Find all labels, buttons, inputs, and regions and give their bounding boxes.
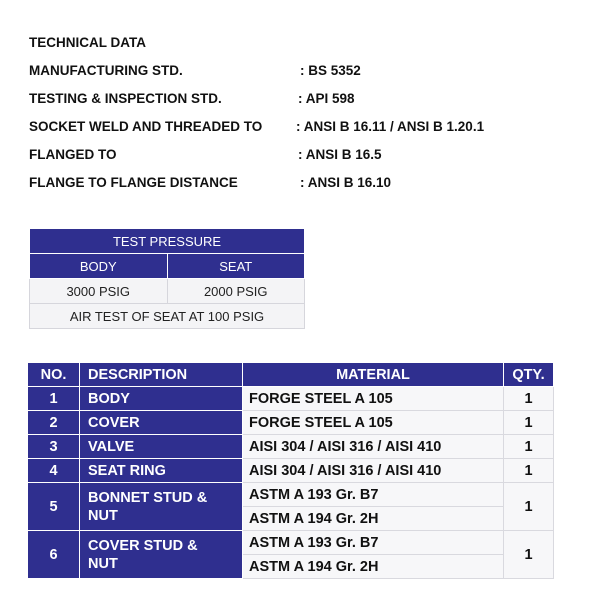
tech-value: : ANSI B 16.5 [298,147,382,162]
header-description: DESCRIPTION [80,363,243,387]
tech-value: : ANSI B 16.11 / ANSI B 1.20.1 [296,119,485,134]
row-qty: 1 [504,387,554,411]
row-material: FORGE STEEL A 105 [243,411,504,435]
tech-label: FLANGED TO [29,147,117,162]
seat-pressure-value: 2000 PSIG [167,279,305,304]
row-material: AISI 304 / AISI 316 / AISI 410 [243,435,504,459]
tech-label: SOCKET WELD AND THREADED TO [29,119,263,134]
table-row [28,531,554,555]
row-material: ASTM A 193 Gr. B7 [243,531,504,555]
tech-label: FLANGE TO FLANGE DISTANCE [29,175,238,190]
table-row [28,435,554,459]
row-material: ASTM A 194 Gr. 2H [243,555,504,579]
tech-row-testing [29,90,589,118]
row-qty: 1 [504,531,554,579]
row-description-line: COVER STUD & [88,537,198,554]
row-no: 1 [28,387,80,411]
test-pressure-title: TEST PRESSURE [30,229,305,254]
header-no: NO. [28,363,80,387]
tech-row-manufacturing [29,62,589,90]
tech-value: : BS 5352 [300,63,361,78]
row-qty: 1 [504,459,554,483]
air-test-note: AIR TEST OF SEAT AT 100 PSIG [30,304,305,329]
row-no: 3 [28,435,80,459]
row-description: SEAT RING [80,459,243,483]
row-description-line: NUT [88,555,118,572]
row-material: ASTM A 194 Gr. 2H [243,507,504,531]
row-no: 2 [28,411,80,435]
row-description: BODY [80,387,243,411]
row-qty: 1 [504,411,554,435]
tech-row-flanged [29,146,589,174]
row-no: 4 [28,459,80,483]
row-description: VALVE [80,435,243,459]
tech-label: TESTING & INSPECTION STD. [29,91,222,106]
row-material: FORGE STEEL A 105 [243,387,504,411]
table-row [28,483,554,507]
body-pressure-value: 3000 PSIG [30,279,168,304]
tech-row-socket-weld [29,118,589,146]
tech-row-flange-distance [29,174,589,202]
tech-value: : API 598 [298,91,355,106]
seat-header: SEAT [167,254,305,279]
tech-label: MANUFACTURING STD. [29,63,183,78]
table-row [28,387,554,411]
row-description [80,531,243,579]
table-row [28,459,554,483]
test-pressure-table [29,228,305,329]
tech-value: : ANSI B 16.10 [300,175,392,190]
row-material: AISI 304 / AISI 316 / AISI 410 [243,459,504,483]
header-material: MATERIAL [243,363,504,387]
row-description: COVER [80,411,243,435]
table-row [28,411,554,435]
technical-data-section [29,34,589,202]
row-no: 5 [28,483,80,531]
row-qty: 1 [504,483,554,531]
material-table [27,362,554,579]
technical-data-title: TECHNICAL DATA [29,35,146,50]
body-header: BODY [30,254,168,279]
row-material: ASTM A 193 Gr. B7 [243,483,504,507]
row-description [80,483,243,531]
row-description-line: NUT [88,507,118,524]
material-table-header [28,363,554,387]
row-description-line: BONNET STUD & [88,489,208,506]
row-qty: 1 [504,435,554,459]
header-qty: QTY. [504,363,554,387]
row-no: 6 [28,531,80,579]
